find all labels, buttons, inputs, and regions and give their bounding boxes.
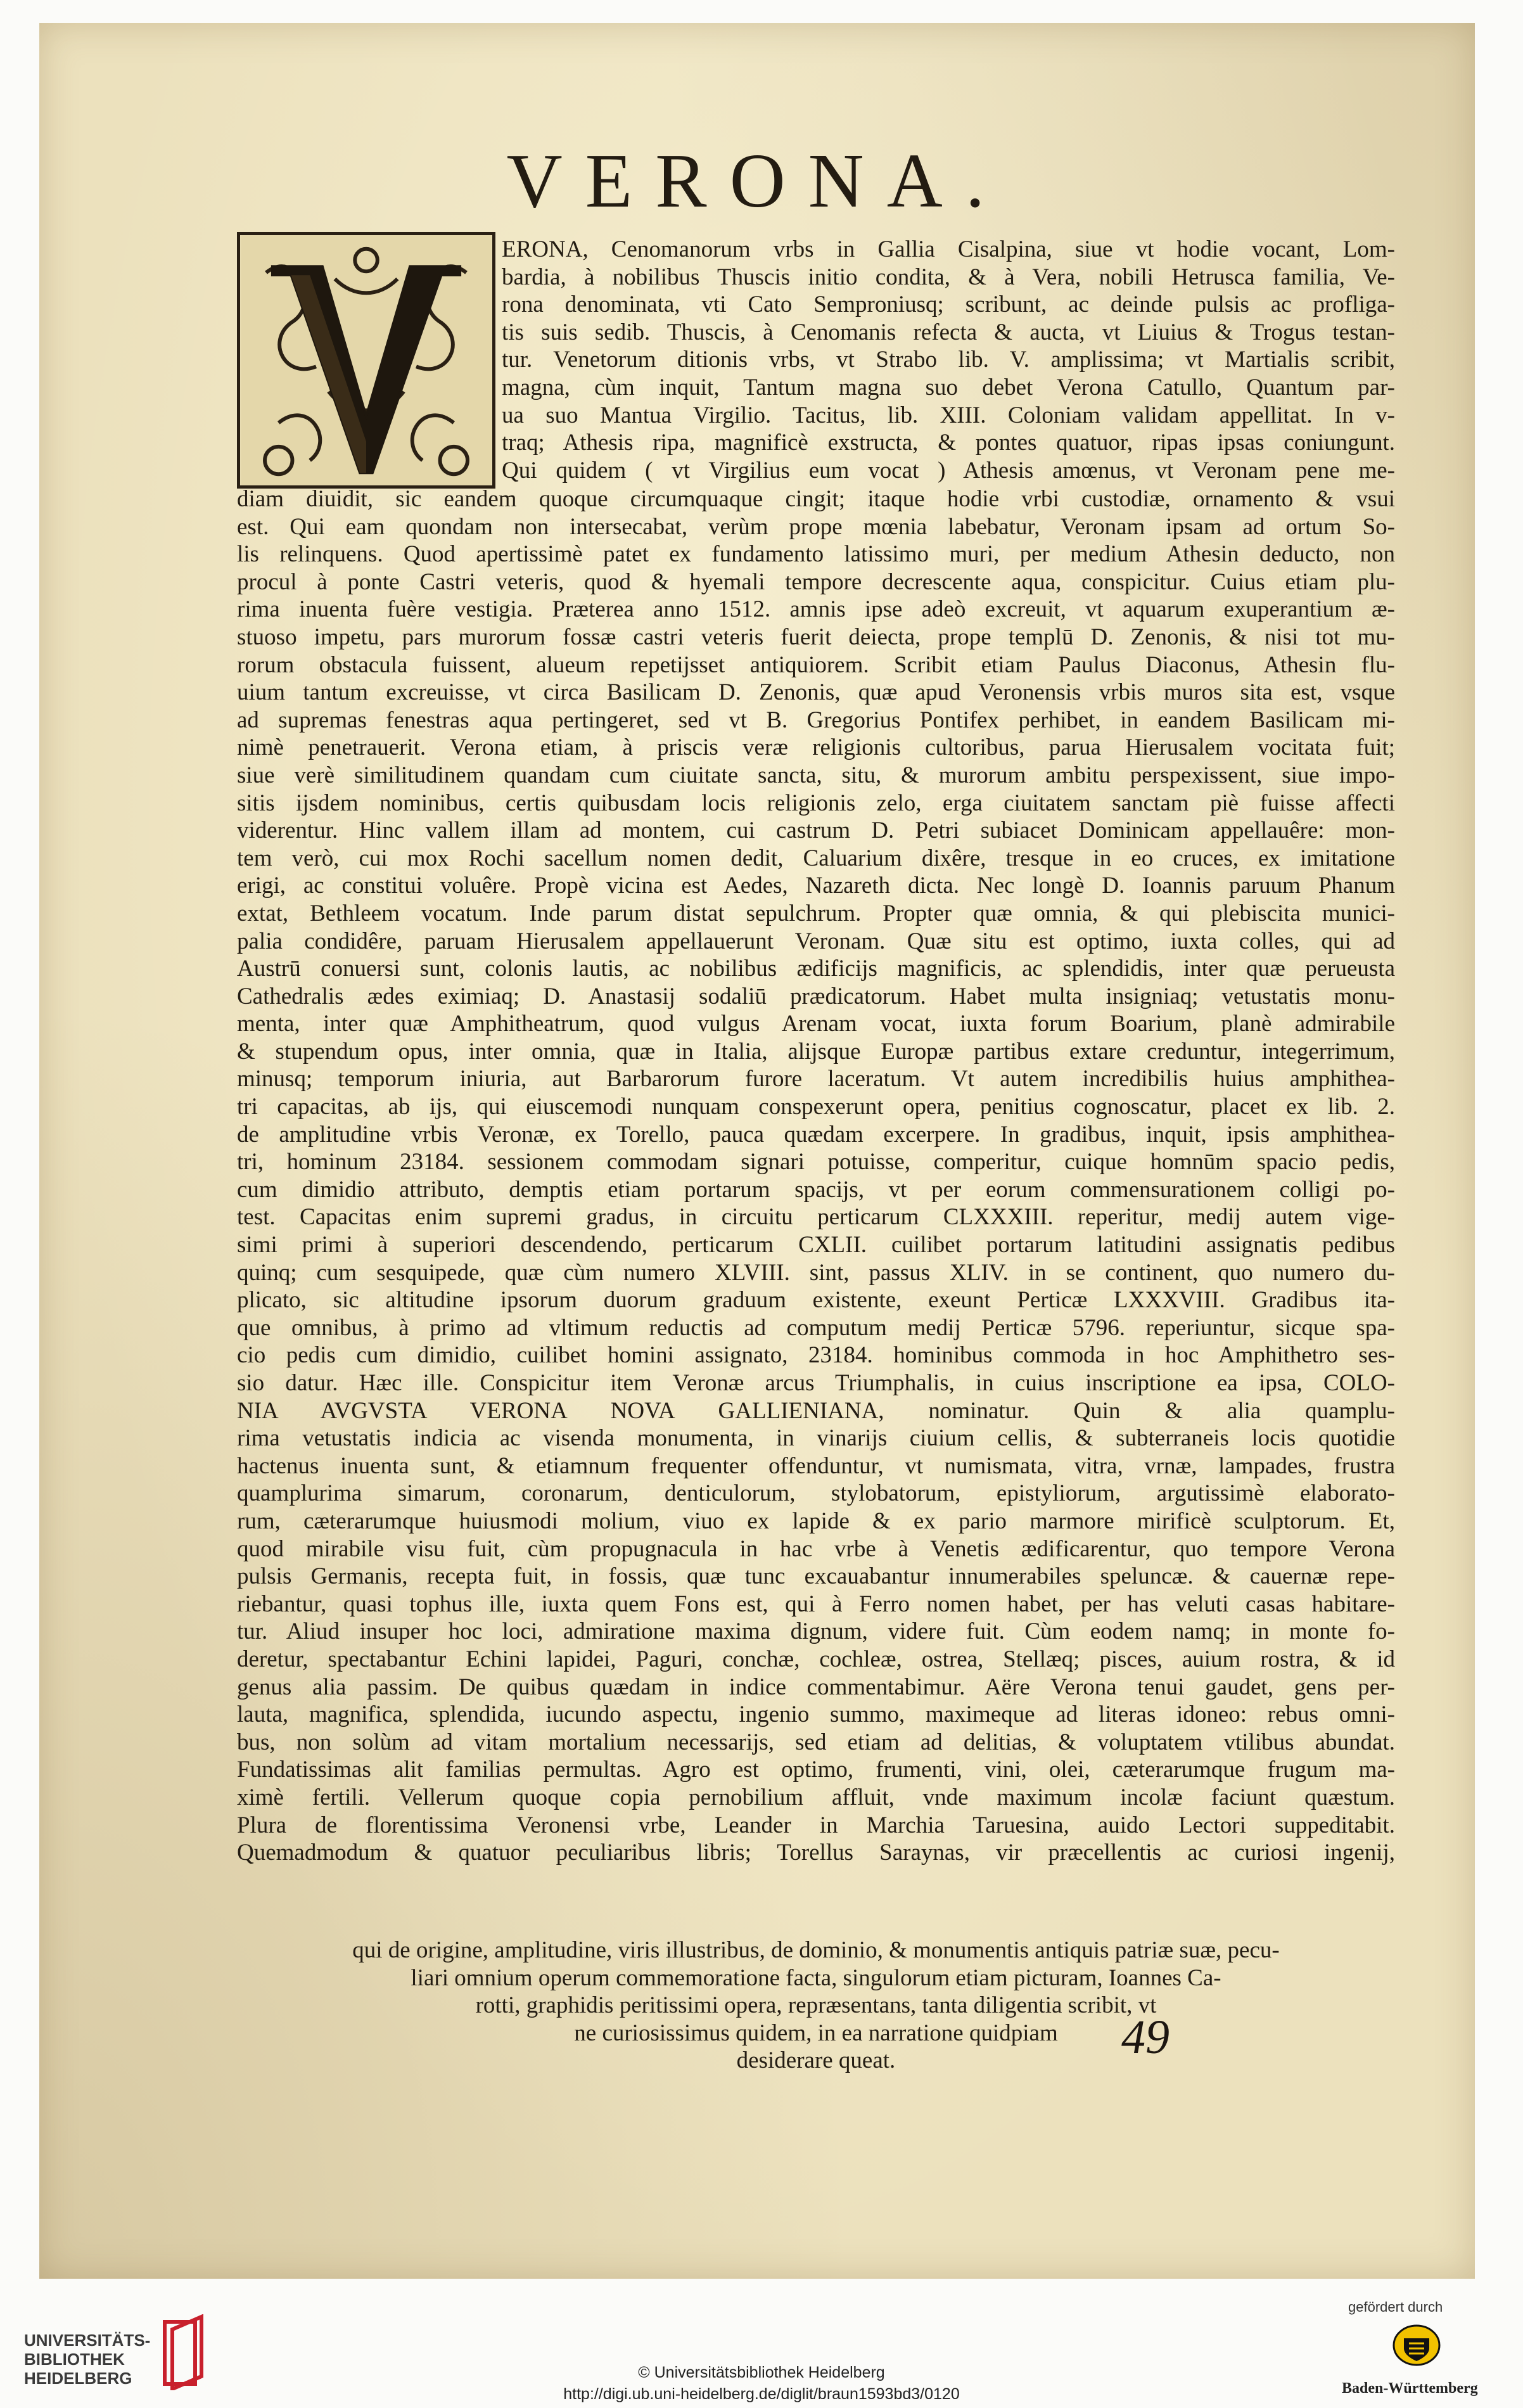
text-line: de amplitudine vrbis Veronæ, ex Torello, pauca quædam excerpere. In gradibus, inquit, ipsis amphithea-	[237, 1121, 1395, 1148]
page-title: VERONA.	[506, 138, 1008, 224]
text-line	[237, 1867, 1395, 1895]
text-line: siue verè similitudinem quandam cum ciuitate sancta, situ, & murorum ambitu perspexissent, siue impo-	[237, 762, 1395, 788]
text-line: liari omnium operum commemoratione facta, singulorum etiam picturam, Ioannes Ca-	[411, 1964, 1221, 1991]
text-line: minusq; temporum iniuria, aut Barbarorum furore laceratum. Vt autem incredibilis huius amphithea-	[237, 1066, 1395, 1092]
text-line: rima vetustatis indicia ac visenda monumenta, in vinarijs ciuium cellis, & subterraneis locis quotidie	[237, 1425, 1395, 1452]
text-line: quinq; cum sesquipede, quæ cùm numero XLVIII. sint, passus XLIV. in se continent, quo numero du-	[237, 1259, 1395, 1286]
text-line: tem verò, cui mox Rochi sacellum nomen dedit, Caluarium dixêre, tresque in eo cruces, ex imitatione	[237, 845, 1395, 871]
text-line: Fundatissimas alit familias permultas. Agro est optimo, frumenti, vini, olei, cæterarumque frugum ma-	[237, 1757, 1395, 1783]
text-line: pulsis Germanis, recepta fuit, in fossis, quæ tunc excauabantur innumerabiles speluncæ. & cauernæ repe-	[237, 1563, 1395, 1590]
text-line: genus alia passim. De quibus quædam in indice commentabimur. Aëre Verona tenui gaudet, gens per-	[237, 1674, 1395, 1700]
text-line: Plura de florentissima Veronensi vrbe, Leander in Marchia Taruesina, auido Lectori suppeditabit.	[237, 1812, 1395, 1838]
text-line: tis suis sedib. Thuscis, à Cenomanis refecta & aucta, vt Liuius & Trogus testan-	[502, 319, 1395, 345]
text-line: tri capacitas, ab ijs, qui eiuscemodi nunquam conspexerunt opera, penitius cognoscatur, placet ex lib. 2.	[237, 1094, 1395, 1120]
library-name-line: BIBLIOTHEK	[24, 2350, 125, 2369]
text-line: menta, inter quæ Amphitheatrum, quod vulgus Arenam vocat, iuxta forum Boarium, planè admirabile	[237, 1011, 1395, 1037]
text-line: uium tantum excreuisse, vt circa Basilicam D. Zenonis, quæ apud Veronensis vrbis muros sita est, vsque	[237, 679, 1395, 706]
text-line: lis relinquens. Quod apertissimè patet ex fundamento latissimo muri, per medium Athesin deducto, non	[237, 541, 1395, 568]
text-line: viderentur. Hinc vallem illam ad montem, cui castrum D. Petri subiacet Dominicam appellauêre: mon-	[237, 817, 1395, 844]
text-line: nimè penetrauerit. Verona etiam, à priscis veræ religionis cultoribus, parua Hierusalem vocitata fuit;	[237, 734, 1395, 761]
text-line: plicato, sic altitudine ipsorum duorum graduum existente, exeunt Perticæ LXXXVIII. Gradibus ita-	[237, 1287, 1395, 1314]
text-line: ximè fertili. Vellerum quoque copia pernobilium affluit, vnde maximum incolæ faciunt quæstum.	[237, 1784, 1395, 1810]
text-line: cio pedis cum dimidio, cuilibet homini assignato, 23184. hominibus commoda in hoc Amphithetro ses-	[237, 1342, 1395, 1369]
text-line: qui de origine, amplitudine, viris illustribus, de dominio, & monumentis antiquis patriæ suæ, pecu-	[352, 1937, 1280, 1963]
text-line: extat, Bethleem vocatum. Inde parum distat sepulchrum. Propter quæ omnia, & qui plebiscita munici-	[237, 900, 1395, 926]
text-line: ne curiosissimus quidem, in ea narratione quidpiam	[574, 2020, 1058, 2046]
text-line: sitis ijsdem nominibus, certis quibusdam locis religionis zelo, erga ciuitatem sanctam piè fuisse affecti	[237, 790, 1395, 816]
copyright-notice: © Universitätsbibliothek Heidelberg	[638, 2364, 885, 2381]
funded-by-label: gefördert durch	[1348, 2299, 1443, 2315]
text-line: hactenus inuenta sunt, & etiamnum frequenter offenduntur, vt numismata, vitra, vrnæ, lampades, frustra	[237, 1452, 1395, 1479]
text-line: ua suo Mantua Virgilio. Tacitus, lib. XIII. Coloniam validam appellitat. In v-	[502, 402, 1395, 428]
text-line: lauta, magnifica, splendida, iucundo aspectu, ingenio summo, maximeque ad literas idoneo: rebus omni-	[237, 1701, 1395, 1728]
text-block-main	[237, 485, 1395, 1894]
text-line: tur. Aliud insuper hoc loci, admiratione maxima dignum, videre fuit. Cùm eodem namq; in monte fo-	[237, 1618, 1395, 1645]
text-line: desiderare queat.	[736, 2047, 896, 2074]
ornament-initial-icon	[240, 235, 492, 485]
text-line: que omnibus, à primo ad vltimum reductis ad computum medij Perticæ 5796. reperiuntur, sicque spa-	[237, 1314, 1395, 1341]
text-line: deretur, spectabantur Echini lapidei, Paguri, conchæ, cochleæ, ostrea, Stellæq; pisces, auium rostra, & id	[237, 1646, 1395, 1672]
state-seal-icon	[1391, 2323, 1442, 2367]
text-line: Qui quidem ( vt Virgilius eum vocat ) Athesis amœnus, vt Veronam pene me-	[502, 457, 1395, 484]
text-line: rorum obstacula fuissent, alueum repetijsset antiquiorem. Scribit etiam Paulus Diaconus, Athesin flu-	[237, 651, 1395, 678]
text-line: simi primi à superiori descendendo, perticarum CXLII. cuilibet portarum latitudini assignatis pedibus	[237, 1232, 1395, 1258]
permalink[interactable]: http://digi.ub.uni-heidelberg.de/diglit/braun1593bd3/0120	[563, 2385, 960, 2403]
text-line: tur. Venetorum ditionis vrbs, vt Strabo lib. V. amplissima; vt Martialis scribit,	[502, 347, 1395, 373]
text-line: palia condidêre, paruam Hierusalem appellauerunt Veronam. Quæ situ est optimo, iuxta colles, qui ad	[237, 928, 1395, 954]
text-line: traq; Athesis ripa, magnificè exstructa, & pontes quatuor, ripas ipsas coniungunt.	[502, 430, 1395, 456]
library-name-line: HEIDELBERG	[24, 2369, 132, 2388]
text-line: ERONA, Cenomanorum vrbs in Gallia Cisalpina, siue vt hodie vocant, Lom-	[502, 236, 1395, 262]
text-line: rotti, graphidis peritissimi opera, repræsentans, tanta diligentia scribit, vt	[475, 1992, 1157, 2019]
text-line: Cathedralis ædes eximiaq; D. Anastasij sodaliū prædicatorum. Habet multa insigniaq; vetustatis monu-	[237, 983, 1395, 1009]
text-line: est. Qui eam quondam non intersecabat, verùm prope mœnia labebatur, Veronam ipsam ad ortum So-	[237, 513, 1395, 540]
text-line: rona denominata, vti Cato Semproniusq; scribunt, ac deinde pulsis ac profliga-	[502, 291, 1395, 318]
text-line: ad supremas fenestras aqua pertingeret, sed vt B. Gregorius Pontifex perhibet, in eandem Basilicam mi-	[237, 707, 1395, 733]
text-line: NIA AVGVSTA VERONA NOVA GALLIENIANA, nominatur. Quin & alia quamplu-	[237, 1397, 1395, 1424]
text-line: riebantur, quasi tophus ille, iuxta quem Fons est, qui à Ferro nomen habet, per has veluti casas habitare-	[237, 1591, 1395, 1617]
text-line: diam diuidit, sic eandem quoque circumquaque cingit; itaque hodie vrbi custodiæ, ornamento & vsui	[237, 486, 1395, 512]
text-line: & stupendum opus, inter omnia, quæ in Italia, alijsque Europæ partibus extare creduntur, integerrimum,	[237, 1038, 1395, 1065]
text-line: Austrū conuersi sunt, colonis lautis, ac nobilibus ædificijs magnificis, ac splendidis, inter quæ perueusta	[237, 956, 1395, 982]
text-line: magna, cùm inquit, Tantum magna suo debet Verona Catullo, Quantum par-	[502, 374, 1395, 400]
text-line: procul à ponte Castri veteris, quod & hyemali tempore decrescente aqua, conspicitur. Cuius etiam plu-	[237, 568, 1395, 595]
text-line: test. Capacitas enim supremi gradus, in circuitu perticarum CLXXXIII. reperitur, medij autem vige-	[237, 1204, 1395, 1231]
text-line: quod mirabile visu fuit, cùm propugnacula in hac vrbe à Venetis ædificarentur, quo tempore Verona	[237, 1535, 1395, 1562]
text-line: bus, non solùm ad vitam mortalium necessarijs, sed etiam ad delitias, & voluptatem vtilibus abundat.	[237, 1729, 1395, 1755]
text-line: bardia, à nobilibus Thuscis initio condita, & à Vera, nobili Hetrusca familia, Ve-	[502, 264, 1395, 290]
text-line: Quemadmodum & quatuor peculiaribus libris; Torellus Saraynas, vir præcellentis ac curiosi ingenij,	[237, 1840, 1395, 1866]
page-number: 49	[1121, 2011, 1169, 2064]
text-line: quamplurima simarum, coronarum, denticulorum, stylobatorum, epistyliorum, argutissimè elaborato-	[237, 1480, 1395, 1507]
decorated-initial-v	[237, 232, 495, 489]
text-line: stuoso impetu, pars murorum fossæ castri veteris fuerit deiecta, prope templū D. Zenonis, & nisi tot mu-	[237, 624, 1395, 650]
text-line: cum dimidio attributo, demptis etiam portarum spacijs, vt per eorum commensurationem colligi po-	[237, 1176, 1395, 1203]
text-block-tail	[237, 1937, 1395, 2075]
text-line: rum, cæterarumque huiusmodi molium, viuo ex lapide & ex pario marmore mirificè sculptorum. Et,	[237, 1508, 1395, 1534]
text-line: tri, hominum 23184. sessionem commodam signari potuisse, comperitur, cuique homnūm spacio pedis,	[237, 1149, 1395, 1175]
library-name-line: UNIVERSITÄTS-	[24, 2331, 151, 2350]
scanned-page	[39, 23, 1475, 2279]
text-line: sio datur. Hæc ille. Conspicitur item Veronæ arcus Triumphalis, in cuius inscriptione ea ipsa, COLO-	[237, 1370, 1395, 1396]
text-line: rima inuenta fuère vestigia. Præterea anno 1512. amnis ipse adeò excreuit, vt aquarum exuperantium æ-	[237, 596, 1395, 623]
text-block-first	[502, 236, 1395, 484]
text-line: erigi, ac constitui voluêre. Propè vicina est Aedes, Nazareth dicta. Nec longè D. Ioannis paruum Phanum	[237, 873, 1395, 899]
sponsor-name[interactable]: Baden-Württemberg	[1342, 2380, 1478, 2397]
